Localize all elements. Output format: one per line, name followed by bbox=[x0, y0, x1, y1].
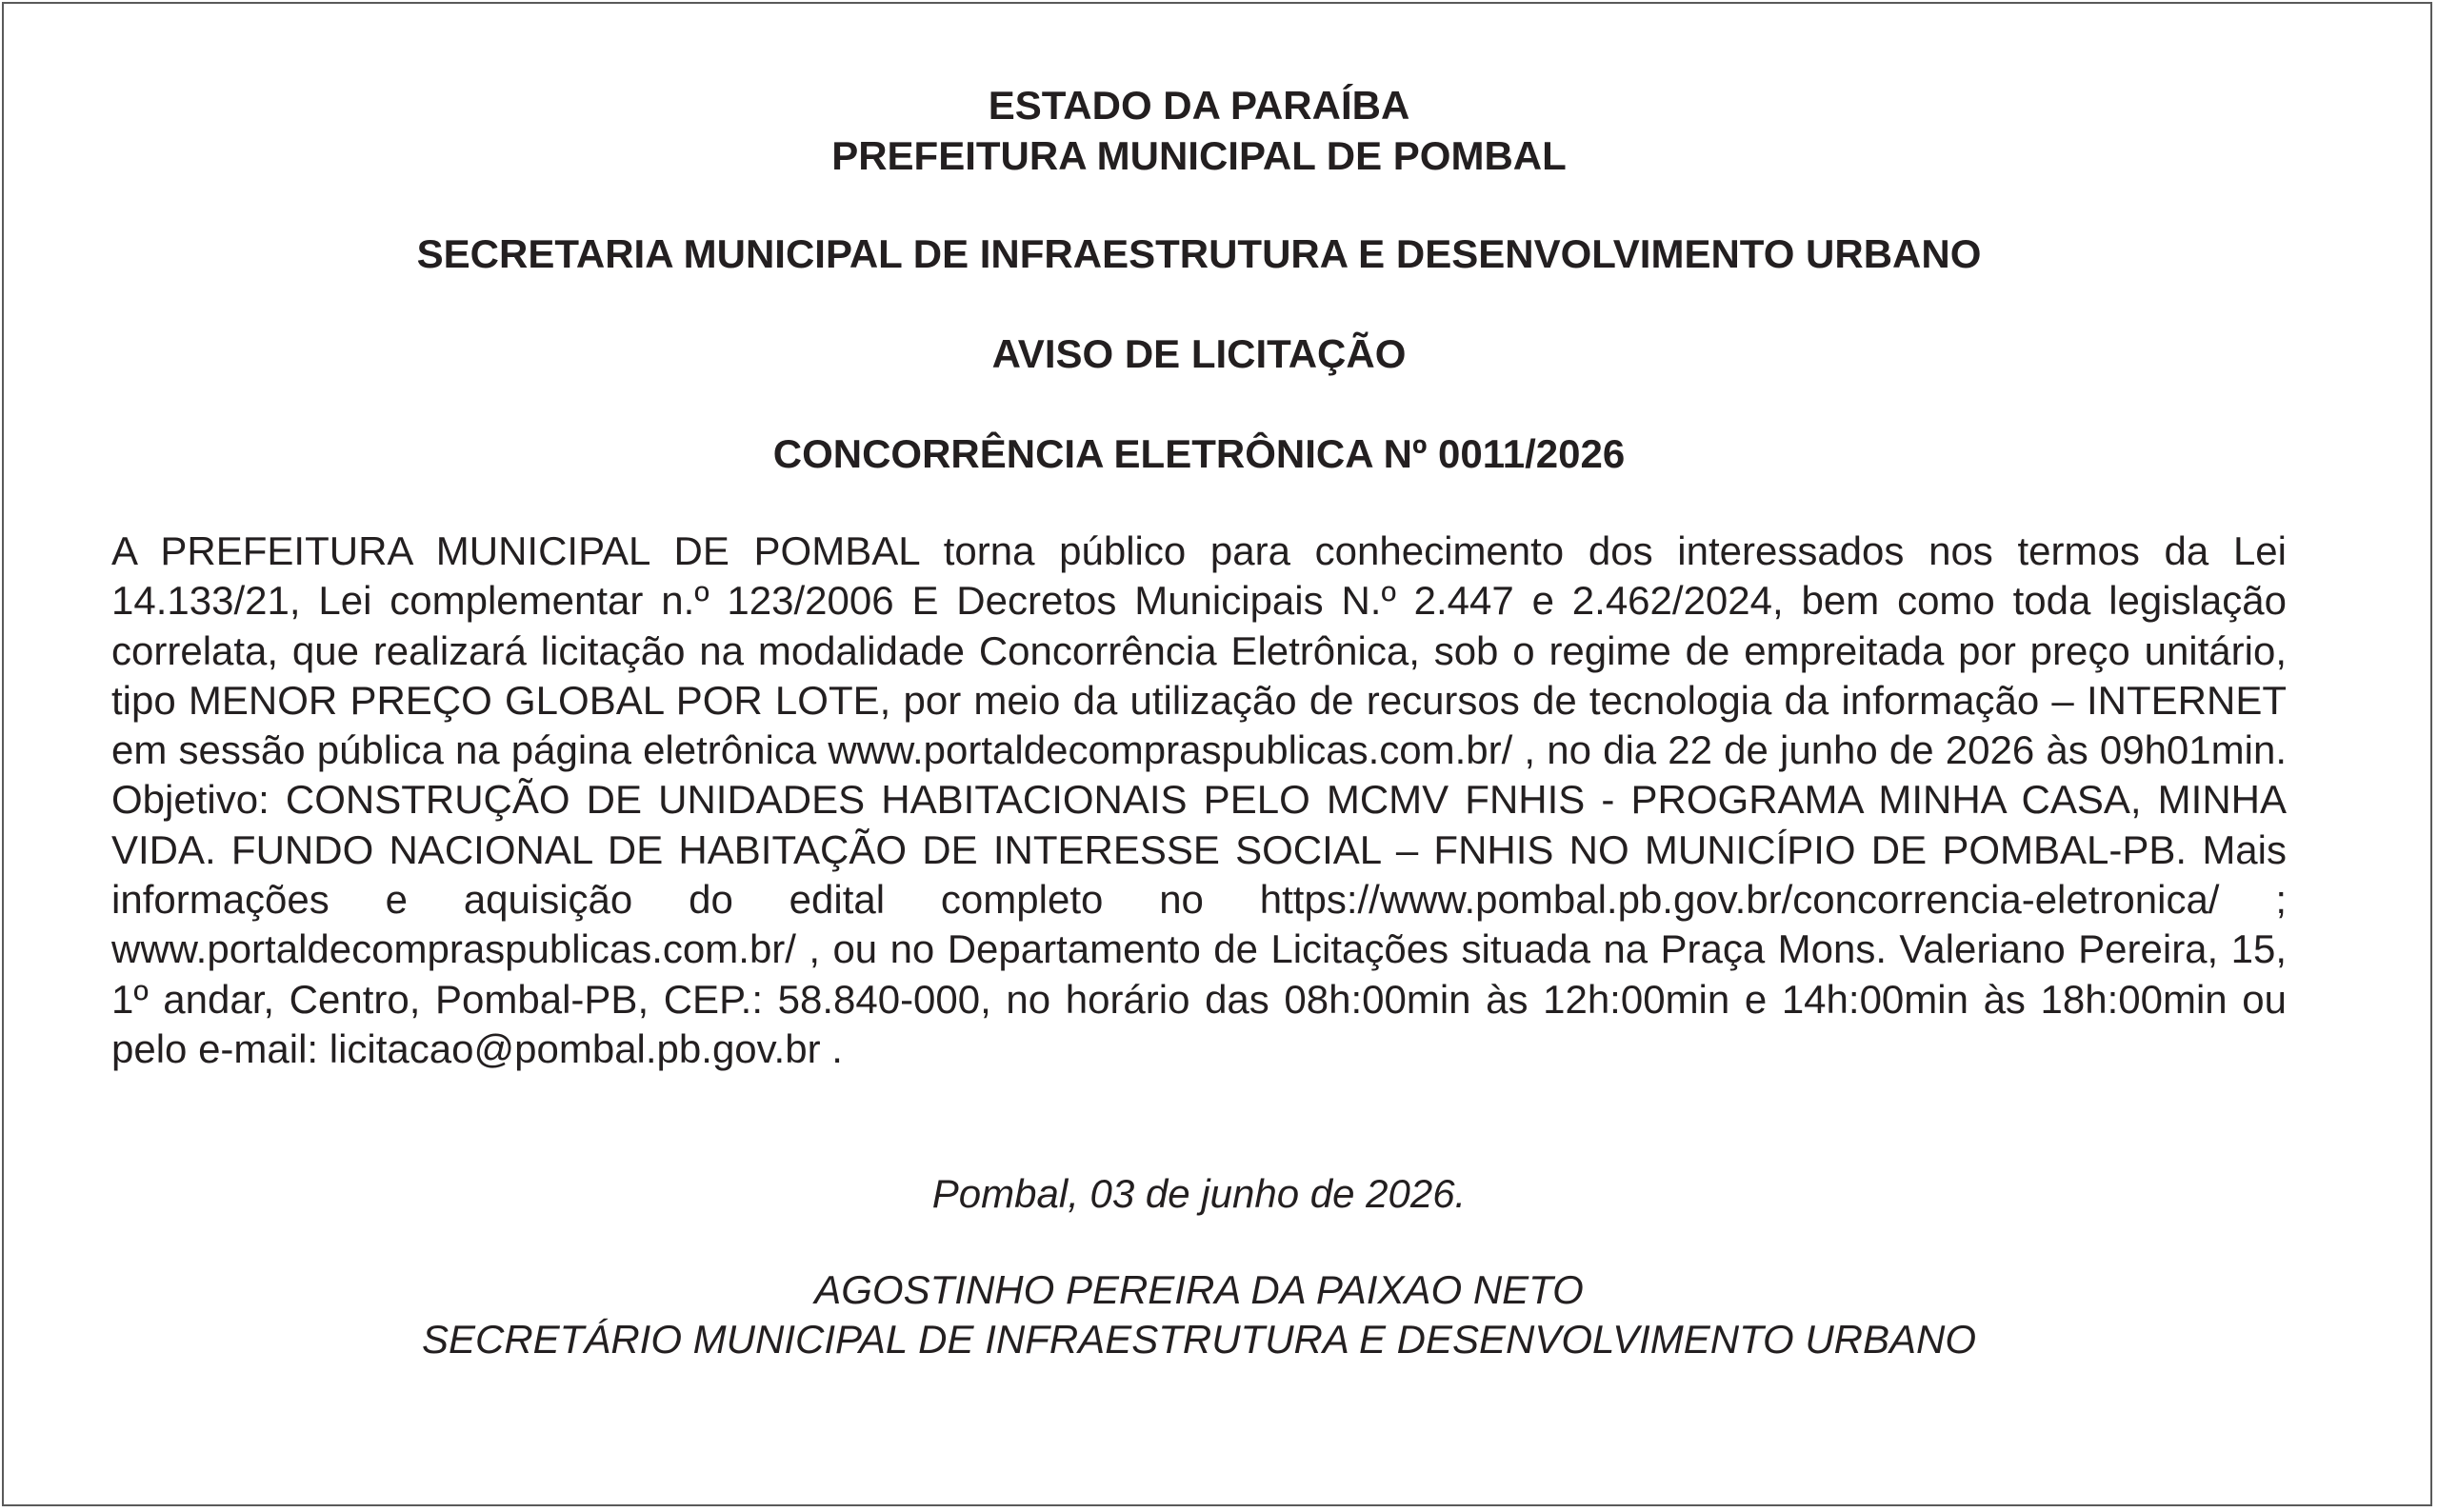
process-number-heading: CONCORRÊNCIA ELETRÔNICA Nº 0011/2026 bbox=[772, 431, 1626, 476]
place-date: Pombal, 03 de junho de 2026. bbox=[931, 1171, 1467, 1217]
signer-name: AGOSTINHO PEREIRA DA PAIXAO NETO bbox=[814, 1267, 1584, 1313]
state-heading: ESTADO DA PARAÍBA bbox=[988, 83, 1410, 128]
notice-document bbox=[111, 80, 2287, 1364]
signature-block bbox=[111, 1265, 2287, 1364]
secretariat-heading: SECRETARIA MUNICIPAL DE INFRAESTRUTURA E DESENVOLVIMENTO URBANO bbox=[416, 231, 1982, 276]
notice-type-heading: AVISO DE LICITAÇÃO bbox=[991, 331, 1407, 376]
notice-body-paragraph: A PREFEITURA MUNICIPAL DE POMBAL torna público para conhecimento dos interessados nos termos da Lei 14.133/21, Lei complementar n.º 123/2006 E Decretos Municipais N.º 2.447 e 2.462/2024, bem como toda legislação correlata, que realizará licitação na modalidade Concorrência Eletrônica, sob o regime de empreitada por preço unitário, tipo MENOR PREÇO GLOBAL POR LOTE, por meio da utilização de recursos de tecnologia da informação – INTERNET em sessão pública na página eletrônica www.portaldecompraspublicas.com.br/ , no dia 22 de junho de 2026 às 09h01min. Objetivo: CONSTRUÇÃO DE UNIDADES HABITACIONAIS PELO MCMV FNHIS - PROGRAMA MINHA CASA, MINHA VIDA. FUNDO NACIONAL DE HABITAÇÃO DE INTERESSE SOCIAL – FNHIS NO MUNICÍPIO DE POMBAL-PB. Mais informações e aquisição do edital completo no https://www.pombal.pb.gov.br/concorrencia-eletronica/ ; www.portaldecompraspublicas.com.br/ , ou no Departamento de Licitações situada na Praça Mons. Valeriano Pereira, 15, 1º andar, Centro, Pombal-PB, CEP.: 58.840-000, no horário das 08h:00min às 12h:00min e 14h:00min às 18h:00min ou pelo e-mail: licitacao@pombal.pb.gov.br . bbox=[111, 528, 2287, 1071]
signer-title: SECRETÁRIO MUNICIPAL DE INFRAESTRUTURA E DESENVOLVIMENTO URBANO bbox=[421, 1317, 1977, 1363]
prefecture-heading: PREFEITURA MUNICIPAL DE POMBAL bbox=[831, 133, 1567, 178]
